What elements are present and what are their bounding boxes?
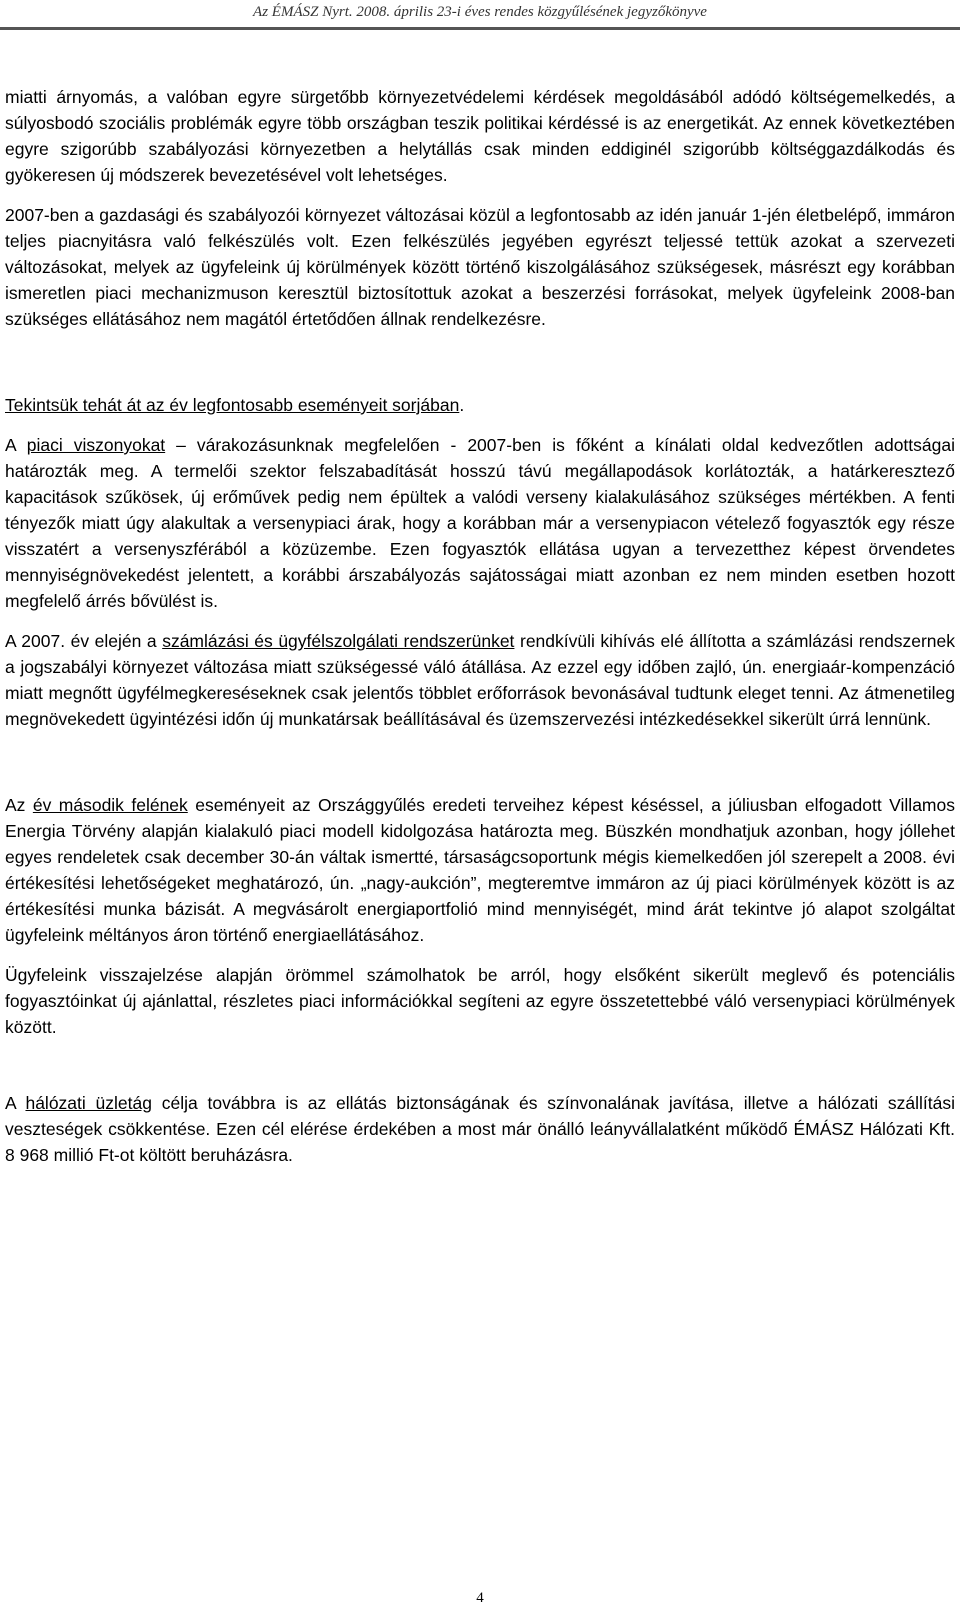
- header-rule: [0, 27, 960, 30]
- text-span: – várakozásunknak megfelelően - 2007-ben is főként a kínálati oldal kedvezőtlen adottságai határozták meg. A termelői szektor felszabadítását hosszú távú megállapodások korlátozták, a határkeresztező kapacitások szűkösek, új erőművek pedig nem épültek a valódi verseny kialakulásához szükséges mértékben. A fenti tényezők miatt úgy alakultak a versenypiaci árak, hogy a korábban már a versenypiacon vételező fogyasztók egy része visszatért a versenyszférából a közüzembe. Ezen fogyasztók ellátása ugyan a tervezetthez képest örvendetes mennyiségnövekedést jelentett, a korábbi árszabályozás sajátosságai miatt azonban ez nem minden esetben hozott megfelelő árrés bővülést is.: [5, 435, 955, 611]
- paragraph-1: miatti árnyomás, a valóban egyre sürgetőbb környezetvédelemi kérdések megoldásából adódó költségemelkedés, a súlyosbodó szociális problémák egyre több országban teszik politikai kérdéssé is az energetikát. Az ennek következtében egyre szigorúbb szabályozási környezetben a helytállás csak minden eddiginél szigorúbb költséggazdálkodás és gyökeresen új módszerek bevezetésével volt lehetséges.: [5, 87, 955, 185]
- text-span: A: [5, 435, 27, 455]
- text-span: eseményeit az Országgyűlés eredeti terveihez képest késéssel, a júliusban elfogadott Villamos Energia Törvény alapján kialakuló piaci modell kidolgozása határozta meg. Büszkén mondhatjuk azonban, hogy jóllehet egyes rendeletek csak december 30-án váltak ismertté, társaságcsoportunk mégis kiemelkedően jól szerepelt a 2008. évi értékesítési lehetőségeket meghatározó, ún. „nagy-aukción”, megteremtve immáron az új piaci körülmények között is az értékesítési munka bázisát. A megvásárolt energiaportfolió mind mennyiségét, mind árát tekintve jó alapot szolgáltat ügyfeleink méltányos áron történő energiaellátásához.: [5, 795, 955, 945]
- paragraph-6: [5, 792, 955, 948]
- text-span: A: [5, 1093, 26, 1113]
- text-span: .: [459, 395, 465, 415]
- underlined-phrase: év második felének: [32, 795, 188, 815]
- paragraph-4: [5, 432, 955, 614]
- paragraph-2: 2007-ben a gazdasági és szabályozói környezet változásai közül a legfontosabb az idén január 1-jén életbelépő, immáron teljes piacnyitásra való felkészülés volt. Ezen felkészülés jegyében egyrészt teljessé tettük azokat a szervezeti változásokat, melyek az ügyfeleink új körülmények között történő kiszolgálásához szükségesek, másrészt egy korábban ismeretlen piaci mechanizmuson keresztül biztosítottuk azokat a beszerzési forrásokat, melyek ügyfeleink 2008-ban szükséges ellátásához nem magától értetődően állnak rendelkezésre.: [5, 205, 955, 329]
- paragraph-8: [5, 1090, 955, 1168]
- text-span: Az: [5, 795, 33, 815]
- paragraph-3: [5, 392, 955, 418]
- text-span: rendkívüli kihívás elé állította a számlázási rendszernek a jogszabályi környezet változása miatt szükségessé váló átállása. Az ezzel egy időben zajló, ún. energiaár-kompenzáció miatt megnőtt ügyfélmegkereséseknek csak jelentős többlet erőforrások bevonásával tudtunk eleget tenni. Az átmenetileg megnövekedett ügyintézési időn új munkatársak beállításával és üzemszervezési intézkedésekkel sikerült úrrá lennünk.: [5, 631, 956, 729]
- text-span: A 2007. év elején a: [5, 631, 163, 651]
- paragraph-7: Ügyfeleink visszajelzése alapján örömmel számolhatok be arról, hogy elsőként sikerült meglevő és potenciális fogyasztóinkat új ajánlattal, részletes piaci információkkal segíteni az egyre összetettebbé váló versenypiaci körülmények között.: [5, 965, 955, 1037]
- document-body: [5, 84, 955, 1168]
- text-span: célja továbbra is az ellátás biztonságának és színvonalának javítása, illetve a hálózati szállítási veszteségek csökkentése. Ezen cél elérése érdekében a most már önálló leányvállalatként működő ÉMÁSZ Hálózati Kft. 8 968 millió Ft-ot költött beruházásra.: [5, 1093, 955, 1165]
- underlined-phrase: hálózati üzletág: [25, 1093, 152, 1113]
- page-number: 4: [476, 1590, 484, 1606]
- underlined-phrase: Tekintsük tehát át az év legfontosabb eseményeit sorjában: [5, 395, 460, 415]
- header-title: Az ÉMÁSZ Nyrt. 2008. április 23-i éves rendes közgyűlésének jegyzőkönyve: [253, 4, 707, 20]
- underlined-phrase: piaci viszonyokat: [26, 435, 166, 455]
- page-header: [0, 0, 960, 30]
- underlined-phrase: számlázási és ügyfélszolgálati rendszerünket: [162, 631, 515, 651]
- paragraph-5: [5, 628, 955, 732]
